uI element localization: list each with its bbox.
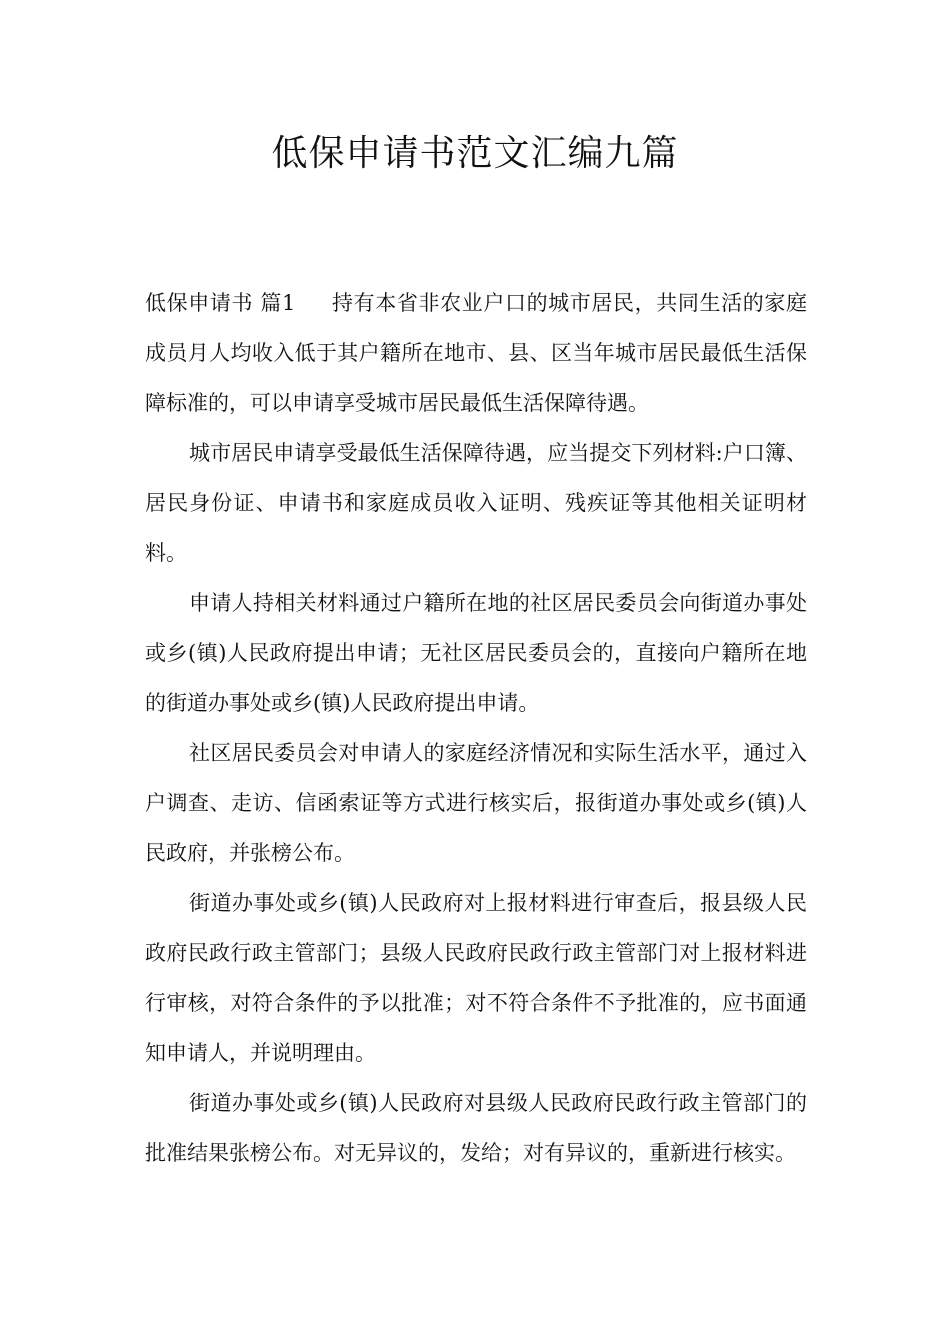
paragraph-4: 社区居民委员会对申请人的家庭经济情况和实际生活水平，通过入户调查、走访、信函索证等方式进行核实后，报街道办事处或乡(镇)人民政府，并张榜公布。 bbox=[145, 741, 807, 865]
document-title: 低保申请书范文汇编九篇 bbox=[271, 133, 679, 174]
paragraph-6: 街道办事处或乡(镇)人民政府对县级人民政府民政行政主管部门的批准结果张榜公布。对无异议的，发给；对有异议的，重新进行核实。 bbox=[145, 1091, 807, 1165]
section-label: 低保申请书 篇1 bbox=[145, 291, 296, 315]
document-body bbox=[145, 278, 807, 1178]
paragraph-1-text: 持有本省非农业户口的城市居民，共同生活的家庭成员月人均收入低于其户籍所在地市、县、区当年城市居民最低生活保障标准的，可以申请享受城市居民最低生活保障待遇。 bbox=[145, 291, 807, 415]
paragraph-5: 街道办事处或乡(镇)人民政府对上报材料进行审查后，报县级人民政府民政行政主管部门；县级人民政府民政行政主管部门对上报材料进行审核，对符合条件的予以批准；对不符合条件不予批准的，应书面通知申请人，并说明理由。 bbox=[145, 891, 807, 1065]
paragraph-1 bbox=[145, 278, 807, 428]
paragraph-2: 城市居民申请享受最低生活保障待遇，应当提交下列材料:户口簿、居民身份证、申请书和家庭成员收入证明、残疾证等其他相关证明材料。 bbox=[145, 441, 807, 565]
paragraph-3: 申请人持相关材料通过户籍所在地的社区居民委员会向街道办事处或乡(镇)人民政府提出申请；无社区居民委员会的，直接向户籍所在地的街道办事处或乡(镇)人民政府提出申请。 bbox=[145, 591, 807, 715]
